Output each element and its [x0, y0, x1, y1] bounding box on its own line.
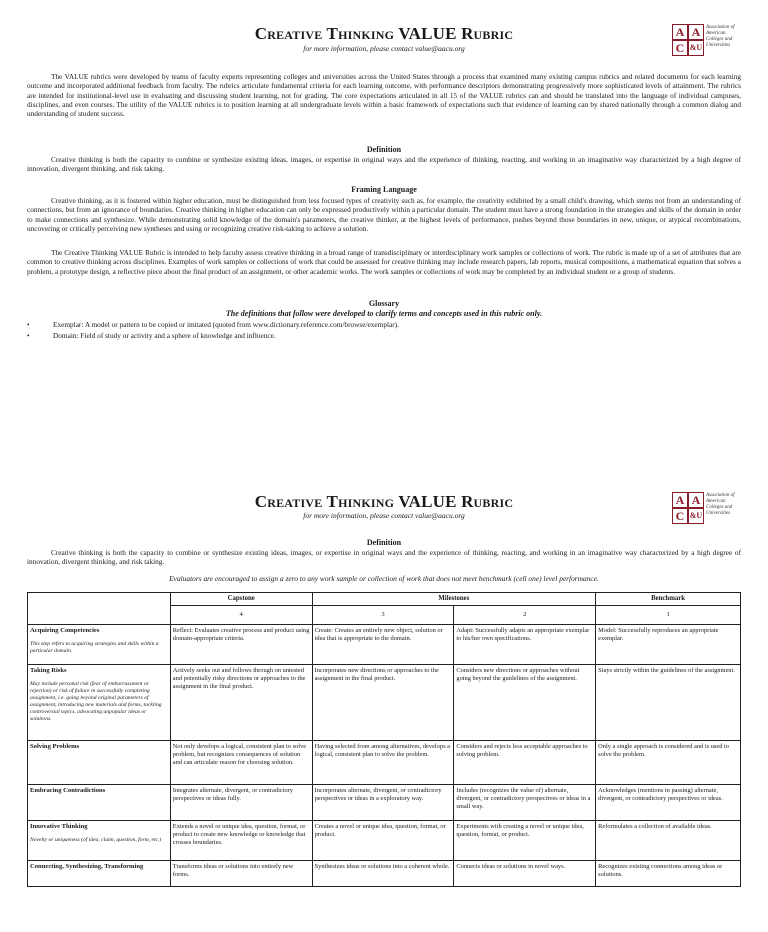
cell-milestone-3: Create: Creates an entirely new object, solution or idea that is appropriate to the domain.	[312, 625, 454, 665]
cell-benchmark: Only a single approach is considered and is used to solve the problem.	[596, 741, 741, 785]
aacu-logo: A A C &U Association of American Colleges and Universities	[672, 492, 742, 526]
cell-milestone-3: Synthesizes ideas or solutions into a coherent whole.	[312, 861, 454, 887]
cell-milestone-2: Experiments with creating a novel or unique idea, question, format, or product.	[454, 821, 596, 861]
table-row	[28, 665, 741, 741]
criterion-cell: Acquiring Competencies This step refers to acquiring strategies and skills within a particular domain.	[28, 625, 171, 665]
cell-milestone-3: Incorporates alternate, divergent, or contradictory perspectives or ideas in a exploratory way.	[312, 785, 454, 821]
cell-benchmark: Model: Successfully reproduces an appropriate exemplar.	[596, 625, 741, 665]
criterion-cell: Embracing Contradictions	[28, 785, 171, 821]
cell-milestone-2: Includes (recognizes the value of) alternate, divergent, or contradictory perspectives or ideas in a small way.	[454, 785, 596, 821]
framing-paragraph-2: The Creative Thinking VALUE Rubric is intended to help faculty assess creative thinking in a broad range of transdisciplinary or interdisciplinary work samples or collections of work. The rubric is made up of a set of attributes that are common to creative thinking across disciplines. Examples of work samples or collections of work that could be assessed for creative thinking may include research papers, lab reports, musical compositions, a mathematical equation that solves a problem, a prototype design, a reflective piece about the final product of an assignment, or other academic works. The work samples or collections of work may be completed by an individual student or a group of students.	[27, 248, 741, 276]
capstone-header: Capstone	[170, 593, 312, 606]
cell-milestone-2: Considers new directions or approaches without going beyond the guidelines of the assignment.	[454, 665, 596, 741]
glossary-item: • Exemplar: A model or pattern to be copied or imitated (quoted from www.dictionary.reference.com/browse/exemplar).	[27, 320, 399, 329]
cell-milestone-3: Having selected from among alternatives, develops a logical, consistent plan to solve the problem.	[312, 741, 454, 785]
criterion-cell: Taking Risks May include personal risk (fear of embarrassment or rejection) or risk of failure in successfully completing assignment, i.e. going beyond original parameters of assignment, introducing new materials and forms, tackling controversial topics, advocating unpopular ideas or solutions.	[28, 665, 171, 741]
level-4: 4	[170, 606, 312, 625]
cell-capstone: Integrates alternate, divergent, or contradictory perspectives or ideas fully.	[170, 785, 312, 821]
evaluators-note: Evaluators are encouraged to assign a zero to any work sample or collection of work that does not meet benchmark (cell one) level performance.	[169, 574, 599, 583]
glossary-heading: Glossary	[368, 299, 400, 308]
page-title: Creative Thinking VALUE Rubric	[254, 24, 514, 43]
table-row	[28, 741, 741, 785]
cell-milestone-3: Creates a novel or unique idea, question, format, or product.	[312, 821, 454, 861]
framing-paragraph-1: Creative thinking, as it is fostered within higher education, must be distinguished from less focused types of creativity such as, for example, the creativity exhibited by a small child's drawing, which stems not from an understanding of connections, but from an ignorance of boundaries. Creative thinking in higher education can only be expressed productively within a particular domain. The student must have a strong foundation in the strategies and skills of the domain in order to make connections and synthesize. While demonstrating solid knowledge of the domain's parameters, the creative thinker, at the highest levels of performance, pushes beyond those boundaries in new, unique, or atypical recombinations, uncovering or critically perceiving new syntheses and using or recognizing creative risk-taking to achieve a solution.	[27, 196, 741, 233]
definition-heading: Definition	[366, 145, 402, 154]
definition-heading: Definition	[366, 538, 402, 547]
milestones-header: Milestones	[312, 593, 596, 606]
benchmark-header: Benchmark	[596, 593, 741, 606]
levels-row	[28, 606, 741, 625]
cell-benchmark: Recognizes existing connections among ideas or solutions.	[596, 861, 741, 887]
level-2: 2	[454, 606, 596, 625]
criterion-cell: Connecting, Synthesizing, Transforming	[28, 861, 171, 887]
intro-paragraph: The VALUE rubrics were developed by teams of faculty experts representing colleges and universities across the United States through a process that examined many existing campus rubrics and related documents for each learning outcome and incorporated additional feedback from faculty. The rubrics articulate fundamental criteria for each learning outcome, with performance descriptors demonstrating progressively more sophisticated levels of attainment. The rubrics are intended for institutional-level use in evaluating and discussing student learning, not for grading. The core expectations articulated in all 15 of the VALUE rubrics can and should be translated into the language of individual campuses, disciplines, and even courses. The utility of the VALUE rubrics is to position learning at all undergraduate levels within a basic framework of expectations such that evidence of learning can by shared nationally through a common dialog and understanding of student success.	[27, 72, 741, 119]
cell-capstone: Not only develops a logical, consistent plan to solve problem, but recognizes consequences of solution and can articulate reason for choosing solution.	[170, 741, 312, 785]
definition-text: Creative thinking is both the capacity to combine or synthesize existing ideas, images, or expertise in original ways and the experience of thinking, reacting, and working in an imaginative way characterized by a high degree of innovation, divergent thinking, and risk taking.	[27, 548, 741, 567]
criterion-cell: Solving Problems	[28, 741, 171, 785]
criterion-cell: Innovative Thinking Novelty or uniqueness (of idea, claim, question, form, etc.)	[28, 821, 171, 861]
header-row	[28, 593, 741, 606]
cell-capstone: Reflect: Evaluates creative process and product using domain-appropriate criteria.	[170, 625, 312, 665]
contact-line: for more information, please contact value@aacu.org	[303, 44, 465, 53]
framing-heading: Framing Language	[351, 185, 417, 194]
aacu-logo: A A C &U Association of American Colleges and Universities	[672, 24, 742, 58]
cell-capstone: Transforms ideas or solutions into entirely new forms.	[170, 861, 312, 887]
logo-text: Association of American Colleges and Universities	[706, 25, 735, 48]
page-title: Creative Thinking VALUE Rubric	[254, 492, 514, 511]
rubric-table	[27, 592, 741, 887]
cell-benchmark: Acknowledges (mentions in passing) alternate, divergent, or contradictory perspectives or ideas.	[596, 785, 741, 821]
cell-capstone: Extends a novel or unique idea, question, format, or product to create new knowledge or knowledge that crosses boundaries.	[170, 821, 312, 861]
cell-benchmark: Reformulates a collection of available ideas.	[596, 821, 741, 861]
definition-text: Creative thinking is both the capacity to combine or synthesize existing ideas, images, or expertise in original ways and the experience of thinking, reacting, and working in an imaginative way characterized by a high degree of innovation, divergent thinking, and risk taking.	[27, 155, 741, 174]
cell-benchmark: Stays strictly within the guidelines of the assignment.	[596, 665, 741, 741]
table-row	[28, 861, 741, 887]
blank-header	[28, 593, 171, 606]
glossary-intro: The definitions that follow were developed to clarify terms and concepts used in this rubric only.	[225, 309, 543, 318]
cell-milestone-2: Adapt: Successfully adapts an appropriate exemplar to his/her own specifications.	[454, 625, 596, 665]
table-row	[28, 785, 741, 821]
cell-milestone-2: Considers and rejects less acceptable approaches to solving problem.	[454, 741, 596, 785]
table-row	[28, 625, 741, 665]
contact-line: for more information, please contact value@aacu.org	[303, 511, 465, 520]
table-row	[28, 821, 741, 861]
level-3: 3	[312, 606, 454, 625]
level-1: 1	[596, 606, 741, 625]
cell-capstone: Actively seeks out and follows through on untested and potentially risky directions or approaches to the assignment in the final product.	[170, 665, 312, 741]
logo-text: Association of American Colleges and Universities	[706, 493, 735, 516]
cell-milestone-3: Incorporates new directions or approaches to the assignment in the final product.	[312, 665, 454, 741]
page-two	[0, 482, 768, 932]
glossary-item: • Domain: Field of study or activity and a sphere of knowledge and influence.	[27, 331, 276, 340]
cell-milestone-2: Connects ideas or solutions in novel ways.	[454, 861, 596, 887]
